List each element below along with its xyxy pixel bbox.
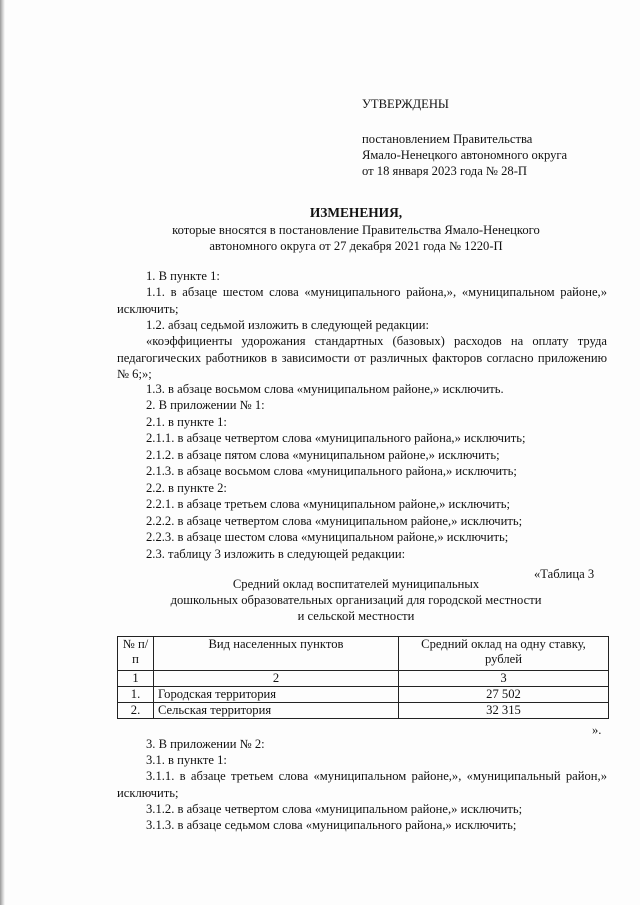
table-cell-territory: Сельская территория <box>154 703 399 719</box>
paragraph: 3. В приложении № 2: <box>146 737 265 751</box>
paragraph: 1.2. абзац седьмой изложить в следующей редакции: <box>146 318 430 332</box>
paragraph: 2.2.3. в абзаце шестом слова «муниципальном районе,» исключить; <box>146 530 509 544</box>
paragraph: 2.2.2. в абзаце четвертом слова «муниципальном районе,» исключить; <box>146 514 523 528</box>
table-cell-salary: 32 315 <box>399 703 609 719</box>
column-header: Вид населенных пунктов <box>154 637 399 671</box>
table-header-row <box>118 637 609 671</box>
paragraph <box>117 768 607 801</box>
paragraph: 2.3. таблицу 3 изложить в следующей редакции: <box>146 547 406 561</box>
table-title-line-2: дошкольных образовательных организаций для городской местности <box>170 593 542 607</box>
paragraph: 1. В пункте 1: <box>146 269 220 283</box>
paragraph: 2. В приложении № 1: <box>146 398 265 412</box>
paragraph-text: 3.1.1. в абзаце третьем слова «муниципальном районе,», «муниципальный район,» исключить; <box>117 769 607 800</box>
table-cell-number: 2. <box>118 703 154 719</box>
column-number: 3 <box>399 671 609 687</box>
approval-title: УТВЕРЖДЕНЫ <box>362 97 449 111</box>
paragraph <box>117 284 607 317</box>
table-cell-number: 1. <box>118 687 154 703</box>
document-title: ИЗМЕНЕНИЯ, <box>309 205 403 220</box>
paragraph-text: «коэффициенты удорожания стандартных (базовых) расходов на оплату труда педагогических работников в зависимости от различных факторов согласно приложению № 6;»; <box>117 334 607 382</box>
column-header: № п/п <box>118 637 154 671</box>
table-title-line-1: Средний оклад воспитателей муниципальных <box>232 577 480 591</box>
document-subtitle-2: автономного округа от 27 декабря 2021 года № 1220-П <box>209 239 503 253</box>
paragraph <box>117 333 607 383</box>
paragraph: 2.2.1. в абзаце третьем слова «муниципальном районе,» исключить; <box>146 497 511 511</box>
paragraph: 2.1. в пункте 1: <box>146 415 227 429</box>
approval-line-3: от 18 января 2023 года № 28-П <box>362 164 527 178</box>
approval-line-1: постановлением Правительства <box>362 132 533 146</box>
table-row <box>118 687 609 703</box>
column-number: 1 <box>118 671 154 687</box>
table-row <box>118 703 609 719</box>
paragraph: 2.1.3. в абзаце восьмом слова «муниципального района,» исключить; <box>146 464 517 478</box>
table-title-line-3: и сельской местности <box>297 609 415 623</box>
table-close-quote: ». <box>592 723 602 737</box>
paragraph: 3.1.2. в абзаце четвертом слова «муниципальном районе,» исключить; <box>146 802 523 816</box>
paragraph: 2.1.1. в абзаце четвертом слова «муниципального района,» исключить; <box>146 431 526 445</box>
table-cell-territory: Городская территория <box>154 687 399 703</box>
table-cell-salary: 27 502 <box>399 687 609 703</box>
column-number: 2 <box>154 671 399 687</box>
paragraph: 3.1.3. в абзаце седьмом слова «муниципального района,» исключить; <box>146 818 517 832</box>
paragraph: 3.1. в пункте 1: <box>146 753 227 767</box>
table-label: «Таблица 3 <box>534 567 595 581</box>
salary-table <box>117 636 609 719</box>
paragraph: 2.2. в пункте 2: <box>146 481 227 495</box>
approval-line-2: Ямало-Ненецкого автономного округа <box>362 148 568 162</box>
document-subtitle-1: которые вносятся в постановление Правительства Ямало-Ненецкого <box>172 223 540 237</box>
table-number-row <box>118 671 609 687</box>
paragraph: 1.3. в абзаце восьмом слова «муниципальном районе,» исключить. <box>146 382 504 396</box>
column-header: Средний оклад на одну ставку, рублей <box>399 637 609 671</box>
paragraph: 2.1.2. в абзаце пятом слова «муниципальном районе,» исключить; <box>146 448 500 462</box>
paragraph-text: 1.1. в абзаце шестом слова «муниципального района,», «муниципальном районе,» исключить; <box>117 285 607 316</box>
